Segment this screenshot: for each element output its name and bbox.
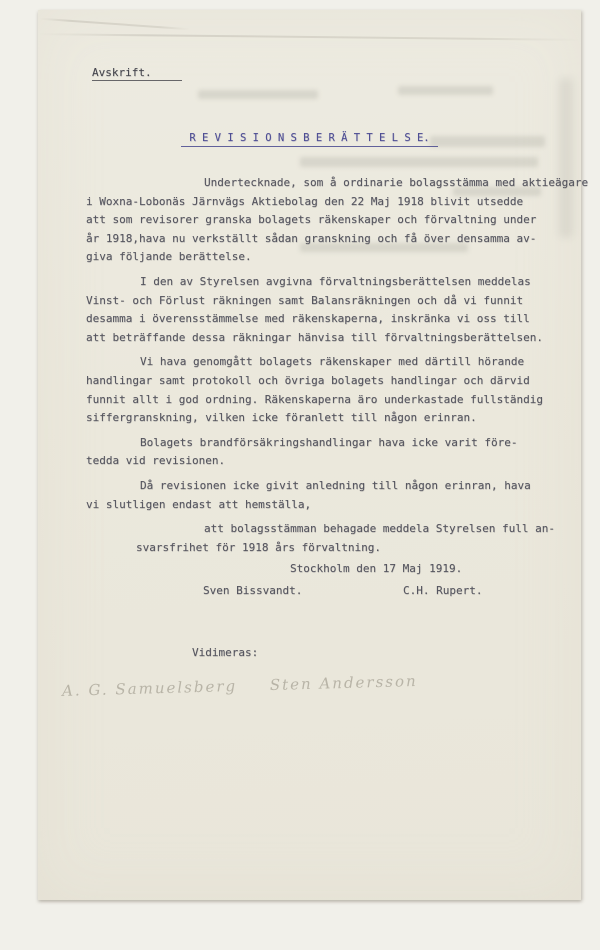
ink-bleedthrough-mark bbox=[300, 157, 538, 167]
document-line: siffergranskning, vilken icke föranlett till någon erinran. bbox=[86, 411, 477, 425]
paper-corner-crease bbox=[40, 18, 190, 30]
document-line: i Woxna-Lobonäs Järnvägs Aktiebolag den 22 Maj 1918 blivit utsedde bbox=[86, 194, 524, 208]
handwritten-signature: Sten Andersson bbox=[269, 671, 418, 695]
document-title: R E V I S I O N S B E R Ä T T E L S E. bbox=[181, 132, 437, 147]
handwritten-signature: A. G. Samuelsberg bbox=[61, 676, 238, 700]
document-line: Bolagets brandförsäkringshandlingar hava icke varit före- bbox=[140, 435, 518, 449]
typed-signature-row bbox=[86, 582, 564, 601]
handwritten-signatures bbox=[62, 670, 482, 700]
document-line: handlingar samt protokoll och övriga bolagets handlingar och därvid bbox=[86, 373, 530, 387]
document-line: Vinst- och Förlust räkningen samt Balansräkningen och då vi funnit bbox=[86, 293, 524, 307]
paper-fold-crease bbox=[38, 33, 581, 41]
paragraph bbox=[86, 434, 564, 471]
paper-sheet bbox=[38, 10, 589, 900]
document-line: Undertecknade, som å ordinarie bolagsstämma med aktieägare bbox=[204, 176, 589, 189]
paragraph bbox=[86, 353, 564, 427]
typed-signature-right: C.H. Rupert. bbox=[403, 583, 483, 597]
document-line: att beträffande dessa räkningar hänvisa till förvaltningsberättelsen. bbox=[86, 330, 543, 344]
document-line: att bolagsstämman behagade meddela Styrelsen full an- bbox=[204, 522, 555, 536]
paragraph-resolution-clause bbox=[136, 520, 564, 557]
document-line: att som revisorer granska bolagets räkenskaper och förvaltning under bbox=[86, 213, 537, 227]
document-line: tedda vid revisionen. bbox=[86, 454, 226, 468]
paragraph bbox=[86, 477, 564, 514]
typed-signature-left: Sven Bissvandt. bbox=[203, 583, 303, 597]
document-line: Då revisionen icke givit anledning till någon erinran, hava bbox=[140, 478, 531, 492]
ink-bleedthrough-mark bbox=[198, 90, 318, 99]
paragraph bbox=[86, 273, 564, 347]
document-line: funnit allt i god ordning. Räkenskaperna äro underkastade fullständig bbox=[86, 392, 543, 406]
document-line: desamma i överensstämmelse med räkenskaperna, inskränka vi oss till bbox=[86, 312, 530, 326]
document-line: Vi hava genomgått bolagets räkenskaper med därtill hörande bbox=[140, 355, 525, 369]
document-line: I den av Styrelsen avgivna förvaltningsberättelsen meddelas bbox=[140, 274, 531, 288]
document-line: giva följande berättelse. bbox=[86, 250, 252, 264]
paragraph bbox=[86, 174, 589, 267]
document-body bbox=[86, 174, 589, 663]
ink-bleedthrough-mark bbox=[398, 86, 493, 95]
dateline: Stockholm den 17 Maj 1919. bbox=[290, 562, 463, 576]
document-title-row bbox=[38, 126, 581, 147]
copy-annotation-label: Avskrift. bbox=[92, 66, 182, 81]
document-line: år 1918,hava nu verkställt sådan granskning och få över densamma av- bbox=[86, 231, 537, 245]
document-line: vi slutligen endast att hemställa, bbox=[86, 497, 312, 511]
attestation-label: Vidimeras: bbox=[192, 646, 259, 660]
document-line: svarsfrihet för 1918 års förvaltning. bbox=[136, 540, 382, 554]
